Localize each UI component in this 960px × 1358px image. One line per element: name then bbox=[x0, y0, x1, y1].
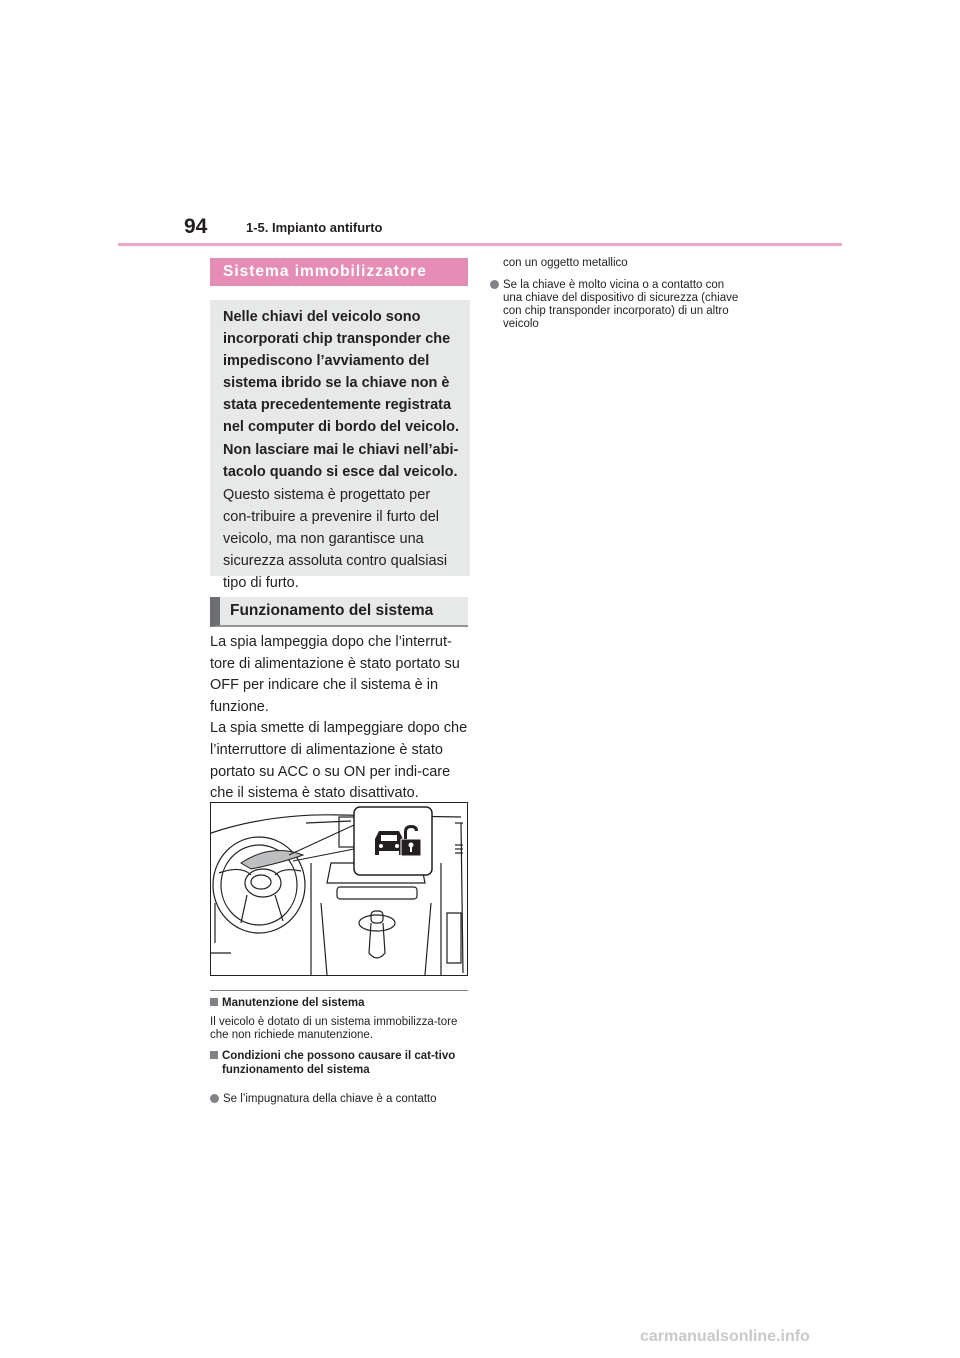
page-number: 94 bbox=[184, 215, 208, 238]
operation-body bbox=[210, 632, 472, 805]
condition-bullet-1 bbox=[210, 1093, 472, 1106]
immobilizer-info-box bbox=[210, 300, 470, 591]
square-bullet-icon bbox=[210, 998, 218, 1006]
immobilizer-heading: Sistema immobilizzatore bbox=[210, 258, 468, 286]
maintenance-note-text: Il veicolo è dotato di un sistema immobilizza-tore che non richiede manutenzione. bbox=[210, 1016, 458, 1041]
operation-paragraph-1: La spia lampeggia dopo che l’interrut-tore di alimentazione è stato portato su OFF per indicare che il sistema è in funzione. bbox=[210, 634, 460, 715]
operation-paragraph-2: La spia smette di lampeggiare dopo che l’interruttore di alimentazione è stato portato su ACC o su ON per indi-care che il sistema è stato disattivato. bbox=[210, 720, 468, 802]
header-divider bbox=[118, 243, 842, 246]
square-bullet-icon bbox=[210, 1051, 218, 1059]
dashboard-illustration bbox=[210, 802, 468, 976]
condition-bullet-1-continued: con un oggetto metallico bbox=[503, 257, 628, 269]
condition-bullet-2-text: Se la chiave è molto vicina o a contatto con una chiave del dispositivo di sicurezza (chiave con chip transponder incorporato) di un altro veicolo bbox=[503, 279, 739, 330]
conditions-note-heading bbox=[210, 1049, 484, 1077]
immobilizer-bold-text-1: Nelle chiavi del veicolo sono incorporati chip transponder che impediscono l’avviamento del sistema ibrido se la chiave non è stata precedentemente registrata nel computer di bordo del veicolo. bbox=[223, 309, 460, 435]
immobilizer-normal-text: Questo sistema è progettato per con-tribuire a prevenire il furto del veicolo, ma non garantisce una sicurezza assoluta contro qualsiasi tipo di furto. bbox=[223, 487, 448, 591]
operation-heading: Funzionamento del sistema bbox=[210, 597, 468, 627]
round-bullet-icon bbox=[490, 280, 499, 289]
notes-divider bbox=[210, 990, 468, 991]
maintenance-title: Manutenzione del sistema bbox=[222, 997, 365, 1009]
immobilizer-bold-text-2: Non lasciare mai le chiavi nell’abi-tacolo quando si esce dal veicolo. bbox=[223, 442, 459, 480]
conditions-title: Condizioni che possono causare il cat-tivo funzionamento del sistema bbox=[222, 1050, 456, 1076]
section-header: 1-5. Impianto antifurto bbox=[246, 220, 383, 235]
round-bullet-icon bbox=[210, 1094, 219, 1103]
condition-bullet-2 bbox=[490, 279, 750, 331]
dashboard-drawing bbox=[211, 803, 467, 975]
condition-bullet-1-text: Se l’impugnatura della chiave è a contatto bbox=[223, 1093, 437, 1105]
watermark: carmanualsonline.info bbox=[640, 1328, 810, 1345]
maintenance-note-heading bbox=[210, 996, 470, 1010]
